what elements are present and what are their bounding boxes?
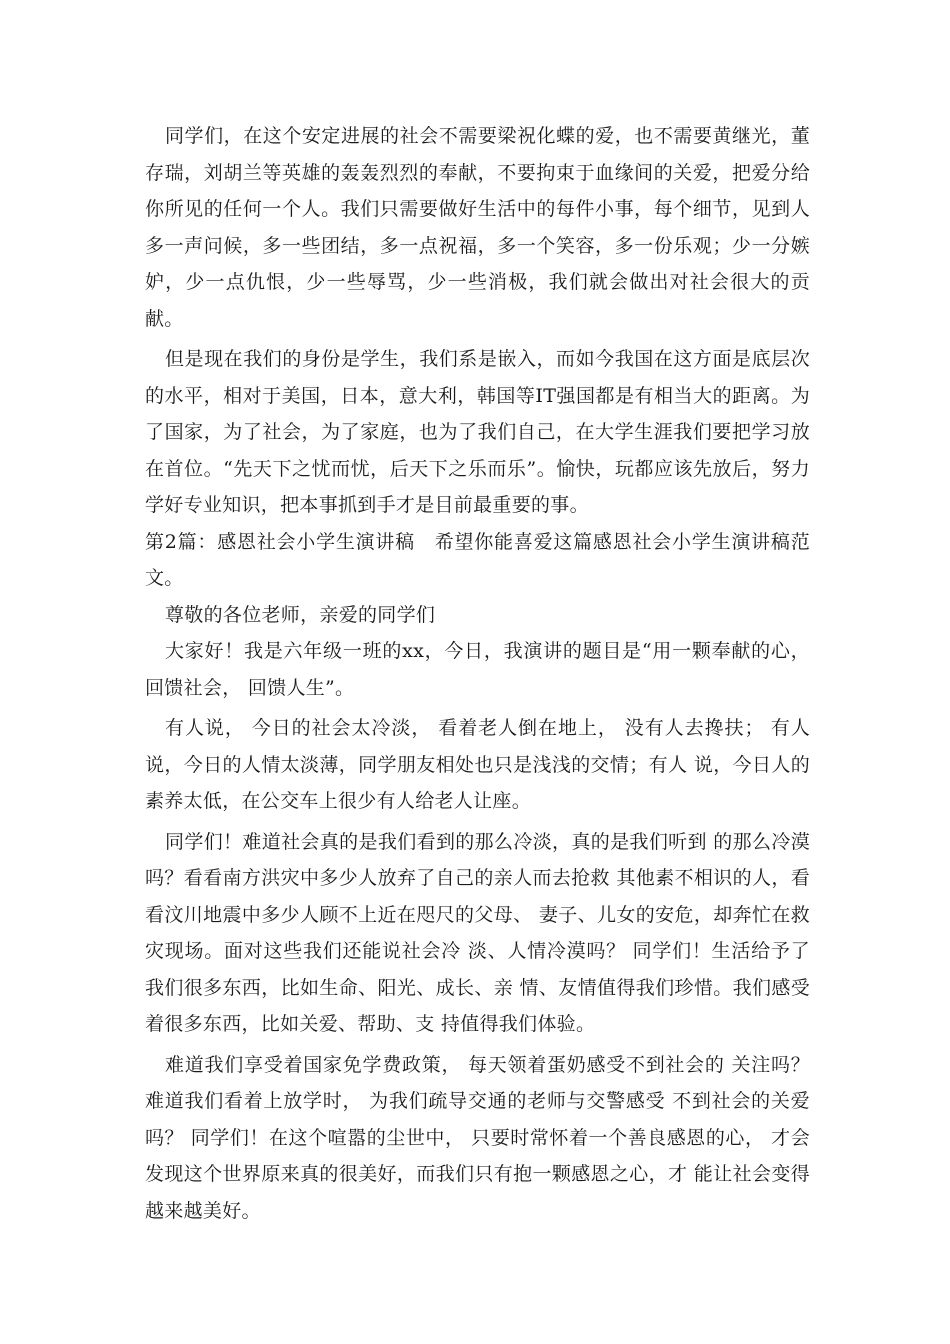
- document-body: [145, 118, 810, 1229]
- paragraph: 有人说， 今日的社会太冷淡， 看着老人倒在地上， 没有人去搀扶； 有人说，今日的人情太淡薄，同学朋友相处也只是浅浅的交情；有人 说，今日人的素养太低，在公交车上很少有人给老人让座。: [145, 717, 810, 812]
- salutation: 尊敬的各位老师，亲爱的同学们: [165, 603, 436, 626]
- paragraph: 同学们，在这个安定进展的社会不需要梁祝化蝶的爱，也不需要黄继光，董存瑞，刘胡兰等英雄的轰轰烈烈的奉献，不要拘束于血缘间的关爱，把爱分给你所见的任何一个人。我们只需要做好生活中的每件小事，每个细节，见到人多一声问候，多一些团结，多一点祝福，多一个笑容，多一份乐观；少一分嫉妒，少一点仇恨，少一些辱骂，少一些消极，我们就会做出对社会很大的贡献。: [145, 125, 810, 330]
- paragraph: 但是现在我们的身份是学生，我们系是嵌入，而如今我国在这方面是底层次的水平，相对于美国，日本，意大利，韩国等IT强国都是有相当大的距离。为了国家，为了社会，为了家庭，也为了我们自己，在大学生涯我们要把学习放在首位。“先天下之忧而忧，后天下之乐而乐”。愉快，玩都应该先放后，努力学好专业知识，把本事抓到手才是目前最重要的事。: [145, 348, 810, 516]
- paragraph: 难道我们享受着国家免学费政策， 每天领着蛋奶感受不到社会的 关注吗？难道我们看着上放学时， 为我们疏导交通的老师与交警感受 不到社会的关爱吗？ 同学们！在这个喧嚣的尘世中， 只要时常怀着一个善良感恩的心， 才会发现这个世界原来真的很美好，而我们只有抱一颗感恩之心，才 能让社会变得越来越美好。: [145, 1053, 810, 1222]
- paragraph: 同学们！难道社会真的是我们看到的那么冷淡，真的是我们听到 的那么冷漠吗？看看南方洪灾中多少人放弃了自己的亲人而去抢救 其他素不相识的人，看看汶川地震中多少人顾不上近在咫尺的父母、 妻子、儿女的安危，却奔忙在救灾现场。面对这些我们还能说社会冷 淡、人情冷漠吗？ 同学们！生活给予了我们很多东西，比如生命、阳光、成长、亲 情、友情值得我们珍惜。我们感受着很多东西，比如关爱、帮助、支 持值得我们体验。: [145, 830, 810, 1035]
- paragraph: 大家好！我是六年级一班的xx，今日，我演讲的题目是“用一颗奉献的心，回馈社会， 回馈人生”。: [145, 640, 810, 699]
- section-heading: 第2篇：感恩社会小学生演讲稿 希望你能喜爱这篇感恩社会小学生演讲稿范文。: [145, 530, 810, 589]
